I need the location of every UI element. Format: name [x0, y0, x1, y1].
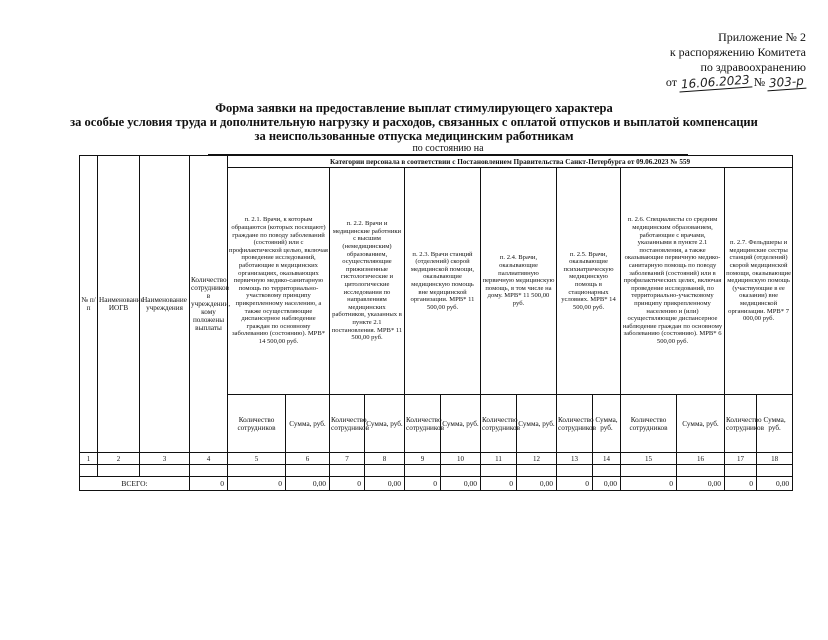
column-number: 9 — [405, 453, 441, 465]
annex-line-3: по здравоохранению — [700, 60, 806, 74]
empty-cell[interactable] — [481, 465, 517, 477]
sub-sum-2-3: Сумма, руб. — [441, 395, 481, 453]
annex-date-line — [665, 72, 806, 92]
sub-count-2-2: Количество сотрудников — [330, 395, 365, 453]
annex-line-2: к распоряжению Комитета — [669, 45, 806, 59]
total-cell: 0 — [330, 477, 365, 491]
header-institution: Наименование учреждения — [140, 156, 190, 453]
empty-cell[interactable] — [286, 465, 330, 477]
column-number: 12 — [517, 453, 557, 465]
column-number: 6 — [286, 453, 330, 465]
empty-cell[interactable] — [98, 465, 140, 477]
annex-line-1: Приложение № 2 — [718, 30, 806, 44]
category-2-2: п. 2.2. Врачи и медицинские работники с высшим (немедицинским) образованием, осуществляющие прижизненные гистологические и цитологические исследования по направлениям медицинских работников, указанных в пункте 2.1 постановления. МРВ* 11 500,00 руб. — [330, 168, 405, 395]
category-header: Категории персонала в соответствии с Постановлением Правительства Санкт-Петербурга от 09.06.2023 № 559 — [228, 156, 793, 168]
total-cell: 0,00 — [757, 477, 793, 491]
column-number: 5 — [228, 453, 286, 465]
empty-cell[interactable] — [593, 465, 621, 477]
application-table — [79, 155, 793, 491]
empty-cell[interactable] — [228, 465, 286, 477]
sub-sum-2-6: Сумма, руб. — [677, 395, 725, 453]
total-cell: 0,00 — [286, 477, 330, 491]
category-2-4: п. 2.4. Врачи, оказывающие паллиативную первичную медицинскую помощь, в том числе на дому. МРВ* 11 500,00 руб. — [481, 168, 557, 395]
category-2-7: п. 2.7. Фельдшеры и медицинские сестры станций (отделений) скорой медицинской помощи, оказывающие медицинскую помощь (участвующие в ее оказании) вне медицинской организации. МРВ* 7 000,00 руб. — [725, 168, 793, 395]
column-number: 14 — [593, 453, 621, 465]
title-line-1: Форма заявки на предоставление выплат стимулирующего характера — [215, 101, 613, 115]
empty-cell[interactable] — [621, 465, 677, 477]
sub-sum-2-5: Сумма, руб. — [593, 395, 621, 453]
column-number: 13 — [557, 453, 593, 465]
handwritten-date: 16.06.2023 — [679, 73, 753, 92]
sub-count-2-5: Количество сотрудников — [557, 395, 593, 453]
sub-count-2-7: Количество сотрудников — [725, 395, 757, 453]
total-cell: 0,00 — [593, 477, 621, 491]
header-iogv: Наименование ИОГВ — [98, 156, 140, 453]
column-number: 16 — [677, 453, 725, 465]
sub-sum-2-7: Сумма, руб. — [757, 395, 793, 453]
column-number: 3 — [140, 453, 190, 465]
total-cell: 0,00 — [441, 477, 481, 491]
category-2-3: п. 2.3. Врачи станций (отделений) скорой медицинской помощи, оказывающие медицинскую помощь вне медицинской организации. МРВ* 11 500,00 руб. — [405, 168, 481, 395]
column-number: 1 — [80, 453, 98, 465]
total-cell: 0 — [405, 477, 441, 491]
sub-count-2-6: Количество сотрудников — [621, 395, 677, 453]
header-employee-count: Количество сотрудников в учреждении, кому положены выплаты — [190, 156, 228, 453]
column-number: 4 — [190, 453, 228, 465]
sub-sum-2-4: Сумма, руб. — [517, 395, 557, 453]
sub-sum-2-2: Сумма, руб. — [365, 395, 405, 453]
title-line-2: за особые условия труда и дополнительную нагрузку и расходов, связанных с оплатой отпусков и выплатой компенсации — [70, 115, 758, 129]
from-prefix: от — [665, 75, 677, 89]
empty-cell[interactable] — [405, 465, 441, 477]
sub-count-2-4: Количество сотрудников — [481, 395, 517, 453]
total-cell: 0 — [557, 477, 593, 491]
total-row — [80, 477, 793, 491]
total-cell: 0 — [621, 477, 677, 491]
number-prefix: № — [753, 75, 766, 89]
empty-cell[interactable] — [365, 465, 405, 477]
category-2-1: п. 2.1. Врачи, к которым обращаются (которых посещают) граждане по поводу заболеваний (состояний) или с профилактической целью, включая проведение исследований, работающие в медицинских организациях, оказывающих первичную медико-санитарную помощь по территориально-участковому принципу прикрепленному населению, а также осуществляющие диспансерное наблюдение граждан по основному заболеванию (состоянию). МРВ* 14 500,00 руб. — [228, 168, 330, 395]
column-number: 15 — [621, 453, 677, 465]
column-number: 2 — [98, 453, 140, 465]
total-cell: 0,00 — [365, 477, 405, 491]
total-cell: 0 — [228, 477, 286, 491]
column-number: 10 — [441, 453, 481, 465]
total-label: ВСЕГО: — [80, 477, 190, 491]
category-2-5: п. 2.5. Врачи, оказывающие психиатрическую медицинскую помощь в стационарных условиях. МРВ* 14 500,00 руб. — [557, 168, 621, 395]
empty-cell[interactable] — [517, 465, 557, 477]
annex-block — [666, 30, 806, 90]
sub-count-2-1: Количество сотрудников — [228, 395, 286, 453]
empty-cell[interactable] — [441, 465, 481, 477]
total-cell: 0 — [725, 477, 757, 491]
empty-cell[interactable] — [330, 465, 365, 477]
column-number-row — [80, 453, 793, 465]
column-number: 8 — [365, 453, 405, 465]
total-cell: 0,00 — [677, 477, 725, 491]
column-number: 11 — [481, 453, 517, 465]
sub-count-2-3: Количество сотрудников — [405, 395, 441, 453]
column-number: 18 — [757, 453, 793, 465]
empty-cell[interactable] — [677, 465, 725, 477]
sub-sum-2-1: Сумма, руб. — [286, 395, 330, 453]
column-number: 17 — [725, 453, 757, 465]
total-cell: 0,00 — [517, 477, 557, 491]
header-num: № п/п — [80, 156, 98, 453]
table-row — [80, 465, 793, 477]
title-line-3: за неиспользованные отпуска медицинским работникам — [254, 129, 574, 143]
as-of-date-line: по состоянию на — [208, 143, 688, 155]
empty-cell[interactable] — [725, 465, 757, 477]
empty-cell[interactable] — [80, 465, 98, 477]
empty-cell[interactable] — [557, 465, 593, 477]
empty-cell[interactable] — [757, 465, 793, 477]
handwritten-number: 303-р — [767, 75, 807, 92]
empty-cell[interactable] — [190, 465, 228, 477]
category-2-6: п. 2.6. Специалисты со средним медицинским образованием, работающие с врачами, указанными в пункте 2.1 постановления, а также оказывающие первичную медико-санитарную помощь по поводу заболеваний (состояний) или в профилактических целях, включая проведение исследований, по территориально-участковому принципу прикрепленному населению и (или) осуществляющие диспансерное наблюдение граждан по основному заболеванию (состоянию). МРВ* 6 500,00 руб. — [621, 168, 725, 395]
total-employee-count: 0 — [190, 477, 228, 491]
form-title — [0, 101, 828, 143]
column-number: 7 — [330, 453, 365, 465]
empty-cell[interactable] — [140, 465, 190, 477]
total-cell: 0 — [481, 477, 517, 491]
